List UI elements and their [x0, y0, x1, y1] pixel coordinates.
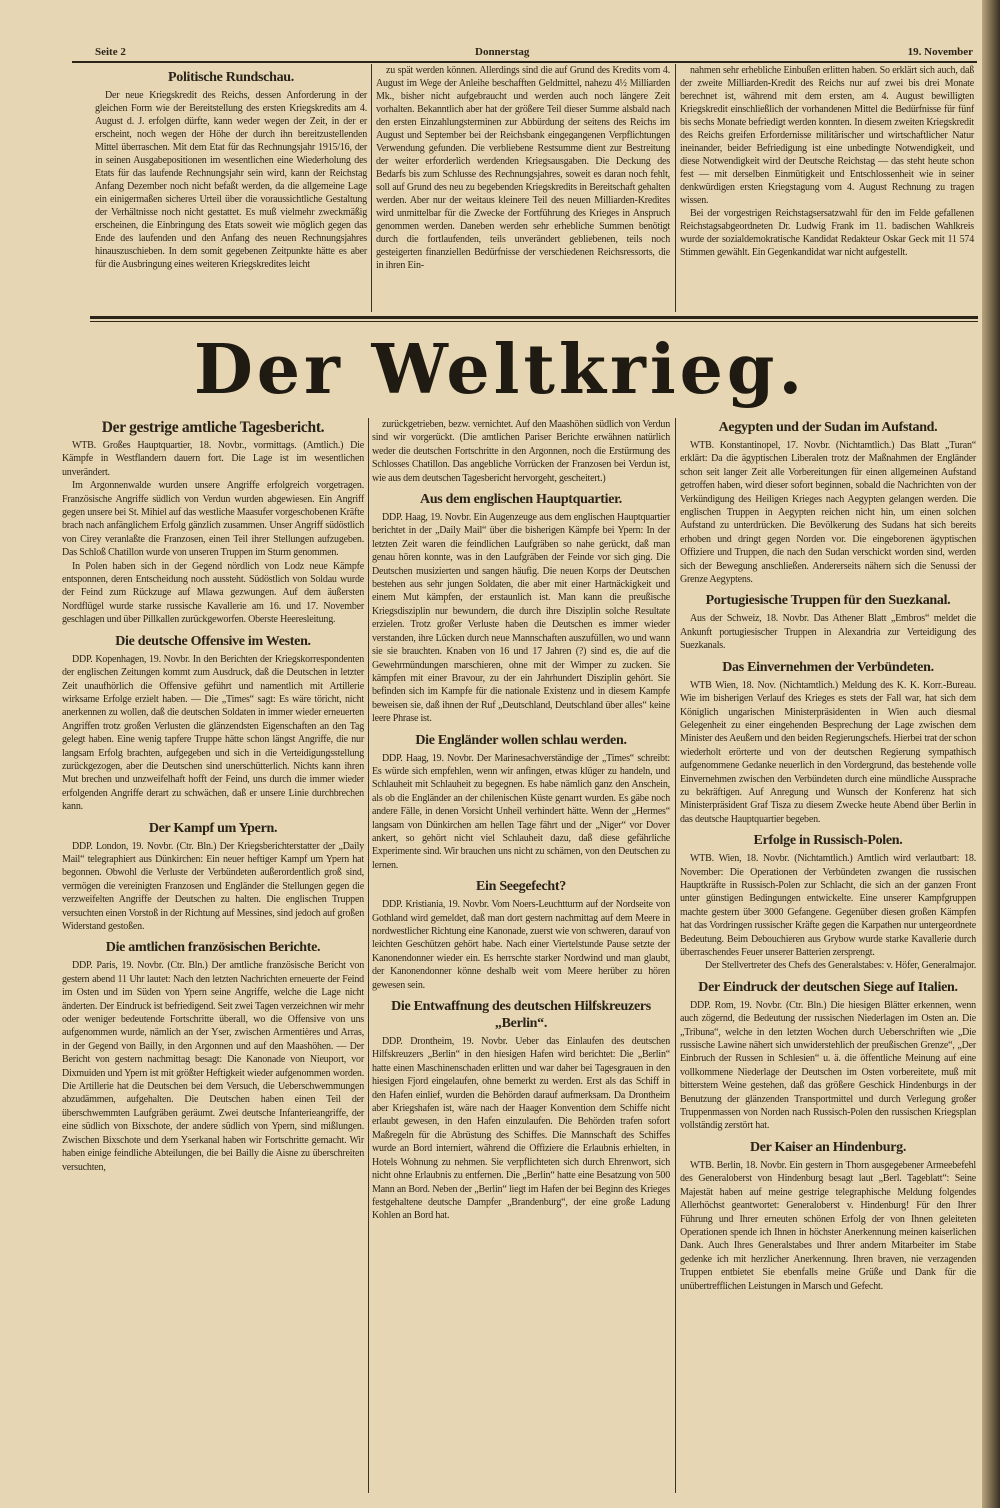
article-headline: Der gestrige amtliche Tagesbericht. [101, 419, 325, 436]
article-paragraph: WTB. Wien, 18. Novbr. (Nichtamtlich.) Amtlich wird verlautbart: 18. November: Die Operationen der Verbündeten zwangen die russischen Hauptkräfte in Russisch-Polen zur Schlacht, die sich an der ganzen Front unter günstigen Bedingungen entwickelte. Eine unserer Kampfgruppen machte gestern über 3000 Gefangene. Gegenüber diesen großen Kämpfen hat das Vordringen russischer Kräfte gegen die Karpathen nur untergeordnete Bedeutung. Beim Debouchieren aus Grybow wurde starke Kavallerie durch überraschendes Feuer unserer Batterien zersprengt. [680, 853, 976, 958]
column-divider [675, 64, 676, 312]
article-paragraph: WTB. Berlin, 18. Novbr. Ein gestern in Thorn ausgegebener Armeebefehl des Generaloberst von Hindenburg besagt laut „Berl. Tageblatt“: Seine Majestät haben auf meine gestrige telegraphische Meldung folgendes Allerhöchst geantwortet: Generaloberst v. Hindenburg! Für den Ihrer Führung und Ihrer erneuten schönen Erfolg der von Ihnen geleiteten Operationen spende ich Ihnen in höchster Anerkennung meinen kaiserlichen Dank. Auch Ihres Generalstabes und Ihrer andern Mitarbeiter im Stabe gedenke ich mit herzlicher Anerkennung. Ihren braven, nie verzagenden Truppen entbietet Sie ebenfalls meine Grüße und Dank für die unübertrefflichen Leistungen in Marsch und Gefecht. [680, 1159, 976, 1292]
article-headline: Portugiesische Truppen für den Suezkanal. [705, 593, 951, 609]
article-paragraph: DDP. Paris, 19. Novbr. (Ctr. Bln.) Der amtliche französische Bericht von gestern abend 11 Uhr lautet: Nach den letzten Nachrichten erneuerte der Feind im Osten und im Süden von Ypern seine Angriffe, welche die Lage nicht änderten. Der Eindruck ist befriedigend. Seit zwei Tagen verzeichnen wir mehr oder weniger bedeutende Fortschritte überall, wo die Offensive von uns aufgenommen wurde, nämlich an der Yser, zwischen Armentières und Arras, in der Gegend von Bailly, in den Argonnen und auf den Maashöhen. — Der Bericht von gestern nachmittag besagt: Die Kanonade von Nieuport, vor Dixmuiden und Ypern ist mit größter Heftigkeit wieder aufgenommen worden. Die Artillerie hat die Deutschen bei dem Versuch, die Ueberschwemmungen abzudämmen, aufgehalten. Die Deutschen haben einen Teil der überschwemmten Laufgräben geräumt. Zwei deutsche Infanterieangriffe, der eine südlich von Bixschote, der andere südlich von Ypern, sind mißlungen. Zwischen Bixschote und dem Yserkanal haben wir Fortschritte gemacht. Wir haben einige feindliche Abteilungen, die bei Bailly die Aisne zu überschreiten versuchten, [62, 960, 364, 1173]
top-column-2 [376, 64, 670, 272]
article-headline: Ein Seegefecht? [476, 879, 566, 895]
column-divider [675, 418, 676, 1493]
article-paragraph: DDP. Rom, 19. Novbr. (Ctr. Bln.) Die hiesigen Blätter erkennen, wenn auch zögernd, die Bedeutung der russischen Niederlagen im Osten an. Die „Tribuna“, welche in den letzten Wochen durch Ueberschriften wie „Die russische Lawine nähert sich unwiderstehlich der preußischen Grenze“, „Der Einbruch der Russen in Schlesien“ u. ä. die öffentliche Meinung auf eine vollkommene Niederlage der Deutschen im Osten vorbereitete, muß mit bitterstem Weine gestehen, daß das größere Geschick Hindenburgs in der Benutzung der glänzenden Transportmittel und durch Verlegung großer Truppenmassen von Norden nach Russisch-Polen den russischen Kriegsplan vollständig zerstört hat. [680, 999, 976, 1132]
top-column-3 [680, 64, 974, 259]
article-paragraph: Der neue Kriegskredit des Reichs, dessen Anforderung in der gleichen Form wie der Bereitstellung des ersten Kriegskredits am 4. August d. J. erfolgen dürfte, kann weder wegen der Zeit, in der er erscheint, noch wegen der Höhe der durch ihn bereitzustellenden Mittel überraschen. Mit dem Etat für das Rechnungsjahr 1915/16, der in seinen Ausgabepositionen im wesentlichen eine Wiederholung des Etats für das laufende Rechnungsjahr sein wird, kann der Reichstag Anfang Dezember noch nicht befaßt werden, da die allgemeine Lage ein einigermaßen sicheres Urteil über die voraussichtliche Gestaltung der Verhältnisse noch nicht gestattet. Es muß vielmehr zweckmäßig erscheinen, die Einbringung des Etats soweit wie möglich gegen das Ende des laufenden und den Anfang des neuen Rechnungsjahres hinauszuschieben. In dem somit gegebenen Zeitpunkte hätte es aber für die Ausbringung eines weiteren Kriegskredites leicht [95, 90, 367, 270]
article-paragraph: WTB. Großes Hauptquartier, 18. Novbr., vormittags. (Amtlich.) Die Kämpfe in Westflandern dauern fort. Die Lage ist im wesentlichen unverändert. [62, 440, 364, 478]
article-paragraph: DDP. Haag, 19. Novbr. Der Marinesachverständige der „Times“ schreibt: Es würde sich empfehlen, wenn wir anfingen, etwas klüger zu handeln, und Schlauheit mit Schlauheit zu begegnen. Es habe nämlich ganz den Anschein, als ob die Engländer an der chilenischen Küste genarrt wurden. Es gäbe noch andere Fälle, in denen Vorsicht Unheil verhindert hätte. Wenn der „Hermes“ langsam von Dünkirchen am hellen Tage fährt und der „Niger“ vor Dover ankert, so gehört nicht viel Schlauheit dazu, daß diese gefährliche Experimente sind. Wir brauchen uns nicht zu schämen, von den Deutschen zu lernen. [372, 752, 670, 871]
section-rule [90, 316, 978, 319]
main-column-3 [680, 418, 976, 1293]
article-paragraph: In Polen haben sich in der Gegend nördlich von Lodz neue Kämpfe entsponnen, deren Entscheidung noch aussteht. Südöstlich von Soldau wurde der Feind zum Rückzuge auf Mlawa gezwungen. Auf dem äußersten Nordflügel wurde starke russische Kavallerie am 16. und 17. November geschlagen und über Pillkallen zurückgeworfen. Oberste Heeresleitung. [62, 560, 364, 626]
article-paragraph: Im Argonnenwalde wurden unsere Angriffe erfolgreich vorgetragen. Französische Angriffe südlich von Verdun wurden abgewiesen. Ein Angriff gegen unsere bei St. Mihiel auf das westliche Maasufer vorgeschobenen Kräfte brach nach anfänglichem Erfolg gänzlich zusammen. Unser Angriff südöstlich von Cirey veranlaßte die Franzosen, einen Teil ihrer Stellungen aufzugeben. Das Schloß Chatillon wurde von unseren Truppen im Sturm genommen. [62, 480, 364, 559]
article-headline: Die deutsche Offensive im Westen. [115, 633, 311, 649]
main-column-2 [372, 418, 670, 1223]
article-paragraph: zu spät werden können. Allerdings sind die auf Grund des Kredits vom 4. August im Wege der Anleihe beschafften Geldmittel, nahezu 4½ Milliarden Mk., bisher nicht aufgebraucht und werden auch noch längere Zeit vorhalten. Bekanntlich aber hat der größere Teil dieser Summe alsbald nach den ersten Einzahlungsterminen zur Abbürdung der seitens des Reichs im August und September bei der Reichsbank eingegangenen Verpflichtungen Verwendung gefunden. Die verbliebene Restsumme dient zur Bestreitung der weiter erforderlich werdenden Kriegsausgaben. Die Deckung des Bedarfs bis zum Schlusse des Rechnungsjahres, soweit es daran noch fehlt, soll auf Grund des neu zu begebenden Kriegskredits in Bereitschaft gehalten werden. Aber nur der weitaus kleinere Teil des neuen Milliarden-Kredites wird unmittelbar für die Zwecke der Fortführung des Krieges in Anspruch genommen werden. Daneben werden sehr erhebliche Summen benötigt durch die fortlaufenden, teils unverändert gebliebenen, teils noch gesteigerten finanziellen Bedürfnisse der verschiedenen Reichsressorts, die in ihren Ein- [376, 65, 670, 271]
article-headline: Der Kaiser an Hindenburg. [749, 1139, 907, 1155]
header-rule [72, 61, 977, 63]
date: 19. November [907, 46, 973, 58]
masthead [95, 46, 973, 60]
article-paragraph: Aus der Schweiz, 18. Novbr. Das Athener Blatt „Embros“ meldet die Ankunft portugiesischer Truppen in Alexandria zur Verteidigung des Suezkanals. [680, 613, 976, 652]
column-divider [368, 418, 369, 1493]
article-paragraph: WTB. Konstantinopel, 17. Novbr. (Nichtamtlich.) Das Blatt „Turan“ erklärt: Da die ägyptischen Liberalen trotz der Maßnahmen der Engländer schon seit langer Zeit alle Vorbereitungen für einen allgemeinen Aufstand getroffen haben, wird dieser sofort beginnen, sobald die Nachrichten von der Verkündigung des Heiligen Krieges nach Aegypten gelangen werden. Die englischen Truppen in Aegypten reichen nicht hin, um einen solchen Aufstand zu unterdrücken. Die Bevölkerung des Sudans hat sich bereits erhoben und dringt gegen Norden vor. Die eingeborenen ägyptischen Offiziere und Truppen, die nach den Sudan verschickt worden sind, werden sich der Bewegung anschließen. Andererseits nähern sich die Senussi der Grenze Aegyptens. [680, 440, 976, 586]
article-paragraph: nahmen sehr erhebliche Einbußen erlitten haben. So erklärt sich auch, daß der zweite Milliarden-Kredit des Reichs nur auf zwei bis drei Monate berechnet ist, während mit dem ersten, am 4. August bewilligten Kriegskredit einschließlich der vorhandenen Mittel die Bedürfnisse für fünf bis sechs Monate befriedigt werden konnten. In diesem zweiten Kriegskredit des Reichs greifen Erfordernisse militärischer und wirtschaftlicher Natur ineinander, beider Befriedigung ist eine unbedingte Notwendigkeit, und diese Notwendigkeit wird der Deutsche Reichstag — das steht heute schon fest — mit derselben Einmütigkeit und Entschlossenheit wie in seiner denkwürdigen ersten Kriegstagung vom 4. August Rechnung zu tragen wissen. [680, 65, 974, 206]
article-paragraph: DDP. Kristiania, 19. Novbr. Vom Noers-Leuchtturm auf der Nordseite von Gothland wird gemeldet, daß man dort gestern nachmittag auf dem Meere in nordwestlicher Richtung eine Kanonade, zuerst wie von schweren, darauf von leichten Geschützen gehört habe. Nach einer Viertelstunde Pause setzte der Kanonendonner wieder ein. Es herrschte starker Nordwind und man glaubt, der Kanonendonner könne deshalb weit vom Meere herüber zu hören gewesen sein. [372, 899, 670, 991]
top-column-1 [95, 68, 367, 271]
article-paragraph: DDP. Drontheim, 19. Novbr. Ueber das Einlaufen des deutschen Hilfskreuzers „Berlin“ in den hiesigen Hafen wird berichtet: Die „Berlin“ hatte einen Maschinenschaden erlitten und war daher bei Tagesgrauen in den hiesigen Fjord eingelaufen, ohne bemerkt zu werden. Erst als das Schiff in den Hafen einlief, wurden die Behörden darauf aufmerksam. Da Drontheim aber Kriegshafen ist, wäre nach der Haager Konvention dem Schiffe nicht erlaubt gewesen, in den Hafen einzulaufen. Die Behörden trafen sofort Maßregeln für die Abrüstung des Schiffes. Die Mannschaft des Schiffes wurde an Bord interniert, während die Offiziere die Erlaubnis erhielten, in Hotels Wohnung zu nehmen. Sie verpflichteten sich durch Ehrenwort, sich nicht ohne Erlaubnis zu entfernen. Die „Berlin“ hatte eine Besatzung von 500 Mann an Bord. Neben der „Berlin“ liegt im Hafen der bei Beginn des Krieges festgehaltene deutsche Dampfer „Brandenburg“, der eine große Ladung Kohlen an Bord hat. [372, 1036, 670, 1222]
column-divider [371, 64, 372, 312]
article-signature: Der Stellvertreter des Chefs des Generalstabes: v. Höfer, Generalmajor. [704, 960, 976, 972]
article-paragraph: DDP. Kopenhagen, 19. Novbr. In den Berichten der Kriegskorrespondenten der englischen Zeitungen kommt zum Ausdruck, daß die Deutschen in letzter Zeit unaufhörlich die Offensive geführt und namentlich mit Artillerie wirksame Erfolge erzielt haben. — Die „Times“ sagt: Es wäre töricht, nicht anerkennen zu wollen, daß die deutschen Soldaten in immer wieder erneuerten Angriffen trotz großen Verlusten die glänzendsten Eigenschaften an den Tag gelegt haben. Eine wenig tapfere Truppe hätte schon längst Angriffe, die nur langsam Erfolg brachten, aufgegeben und sich in die Verteidigungsstellung zurückgezogen, aber die Deutschen sind unerschütterlich. Nichts kann ihren Mut brechen und unzweifelhaft hofft der Feind, uns durch die immer wieder erfolgenden Angriffe derart zu schwächen, daß er unsere Linie durchbrechen kann. [62, 653, 364, 813]
article-paragraph: zurückgetrieben, bezw. vernichtet. Auf den Maashöhen südlich von Verdun sind wir vorgerückt. (Die amtlichen Pariser Berichte erwähnen natürlich weder die deutschen Fortschritte in den Argonnen, noch die Erstürmung des Schlosses Chatillon. Das angebliche Vorrücken der Franzosen bei Verdun ist, wie aus dem deutschen Tagesbericht hervorgeht, gescheitert.) [372, 419, 670, 484]
article-paragraph: WTB Wien, 18. Nov. (Nichtamtlich.) Meldung des K. K. Korr.-Bureau. Wie im bisherigen Verlauf des Krieges es stets der Fall war, hat sich dem Königlich ungarischen Ministerpräsidenten in Wien auch diesmal Gelegenheit zu einer eingehenden Besprechung der Lage zwischen dem Minister des Aeußern und den beiden Regierungschefs. Hierbei trat der schon wiederholt erörterte und von der deutschen Regierung sympathisch aufgenommene Gedanke neuerlich in den Vordergrund, das bestehende volle Einvernehmen zwischen den Verbündeten durch eine mündliche Aussprache zu bekräftigen. Auf Anregung und Wunsch der Konferenz hat sich Ministerpräsident Graf Tisza zu diesem Zwecke heute Abend über Berlin in das deutsche Hauptquartier begeben. [680, 679, 976, 825]
article-headline: Erfolge in Russisch-Polen. [753, 833, 903, 849]
article-headline: Das Einvernehmen der Verbündeten. [722, 659, 934, 675]
article-paragraph: DDP. London, 19. Novbr. (Ctr. Bln.) Der Kriegsberichterstatter der „Daily Mail“ telegraphiert aus Dünkirchen: Ein neuer heftiger Kampf um Ypern hat begonnen. Obwohl die Verluste der Verbündeten außerordentlich groß sind, vermögen die vereinigten Franzosen und Engländer die Stellungen gegen die verzweifelten Angriffe der Deutschen zu halten. Die englischen Truppen versuchten einen Vorstoß in der Richtung auf Messines, sind jedoch auf großen Widerstand gestoßen. [62, 840, 364, 932]
section-rule [90, 321, 978, 322]
article-headline: Der Eindruck der deutschen Siege auf Italien. [698, 979, 958, 995]
article-headline: Die Engländer wollen schlau werden. [415, 732, 627, 748]
article-headline: Der Kampf um Ypern. [148, 820, 278, 836]
page-binding-edge [982, 0, 1000, 1508]
article-headline: Die Entwaffnung des deutschen Hilfskreuzers „Berlin“. [391, 999, 651, 1032]
page-number: Seite 2 [95, 46, 126, 58]
section-title: Der Weltkrieg. [193, 330, 807, 410]
article-paragraph: DDP. Haag, 19. Novbr. Ein Augenzeuge aus dem englischen Hauptquartier berichtet in der „Daily Mail“ über die bisherigen Kämpfe bei Ypern: In der letzten Zeit waren die feindlichen Laufgräben so nahe gerückt, daß man genau hören konnte, was in den Laufgräben der Feinde vor sich ging. Die Deutschen musizierten und sangen häufig. Die neuen Korps der Deutschen bestehen aus sehr jungen Soldaten, die aber mit einer Hartnäckigkeit und einem Mut kämpfen, der erstaunlich ist. Man kann die preußische Kriegsdisziplin nur bewundern, die durch ihre Disziplin solche Resultate erzielen. Trotz großer Verluste haben die Deutschen es immer wieder verstanden, ihre Lücken durch neue Mannschaften auszufüllen, wo und wann sie sie brauchten. Knaben von 16 und 17 Jahren (?) sind es, die auf die Gewehrmündungen marschieren, ohne mit der Wimper zu zucken. Sie kämpfen mit einer Bravour, zu der ein Jahrhundert Disziplin gehört. Sie befinden sich im Kampfe für die nationale Existenz und in diesem Kampfe beweisen sie, daß ihnen der Ruf „Deutschland, Deutschland über alles“ keine leere Phrase ist. [372, 512, 670, 725]
article-headline: Aus dem englischen Hauptquartier. [420, 492, 622, 508]
article-headline: Politische Rundschau. [168, 70, 294, 85]
article-headline: Die amtlichen französischen Berichte. [105, 940, 321, 956]
main-column-1 [62, 418, 364, 1174]
article-headline: Aegypten und der Sudan im Aufstand. [718, 420, 938, 435]
weekday: Donnerstag [475, 46, 530, 58]
article-paragraph: Bei der vorgestrigen Reichstagsersatzwahl für den im Felde gefallenen Reichstagsabgeordneten Dr. Ludwig Frank im 11. badischen Wahlkreis wurde der sozialdemokratische Kandidat Redakteur Oskar Geck mit 11 574 Stimmen gewählt. Ein Gegenkandidat war nicht aufgestellt. [680, 208, 974, 258]
